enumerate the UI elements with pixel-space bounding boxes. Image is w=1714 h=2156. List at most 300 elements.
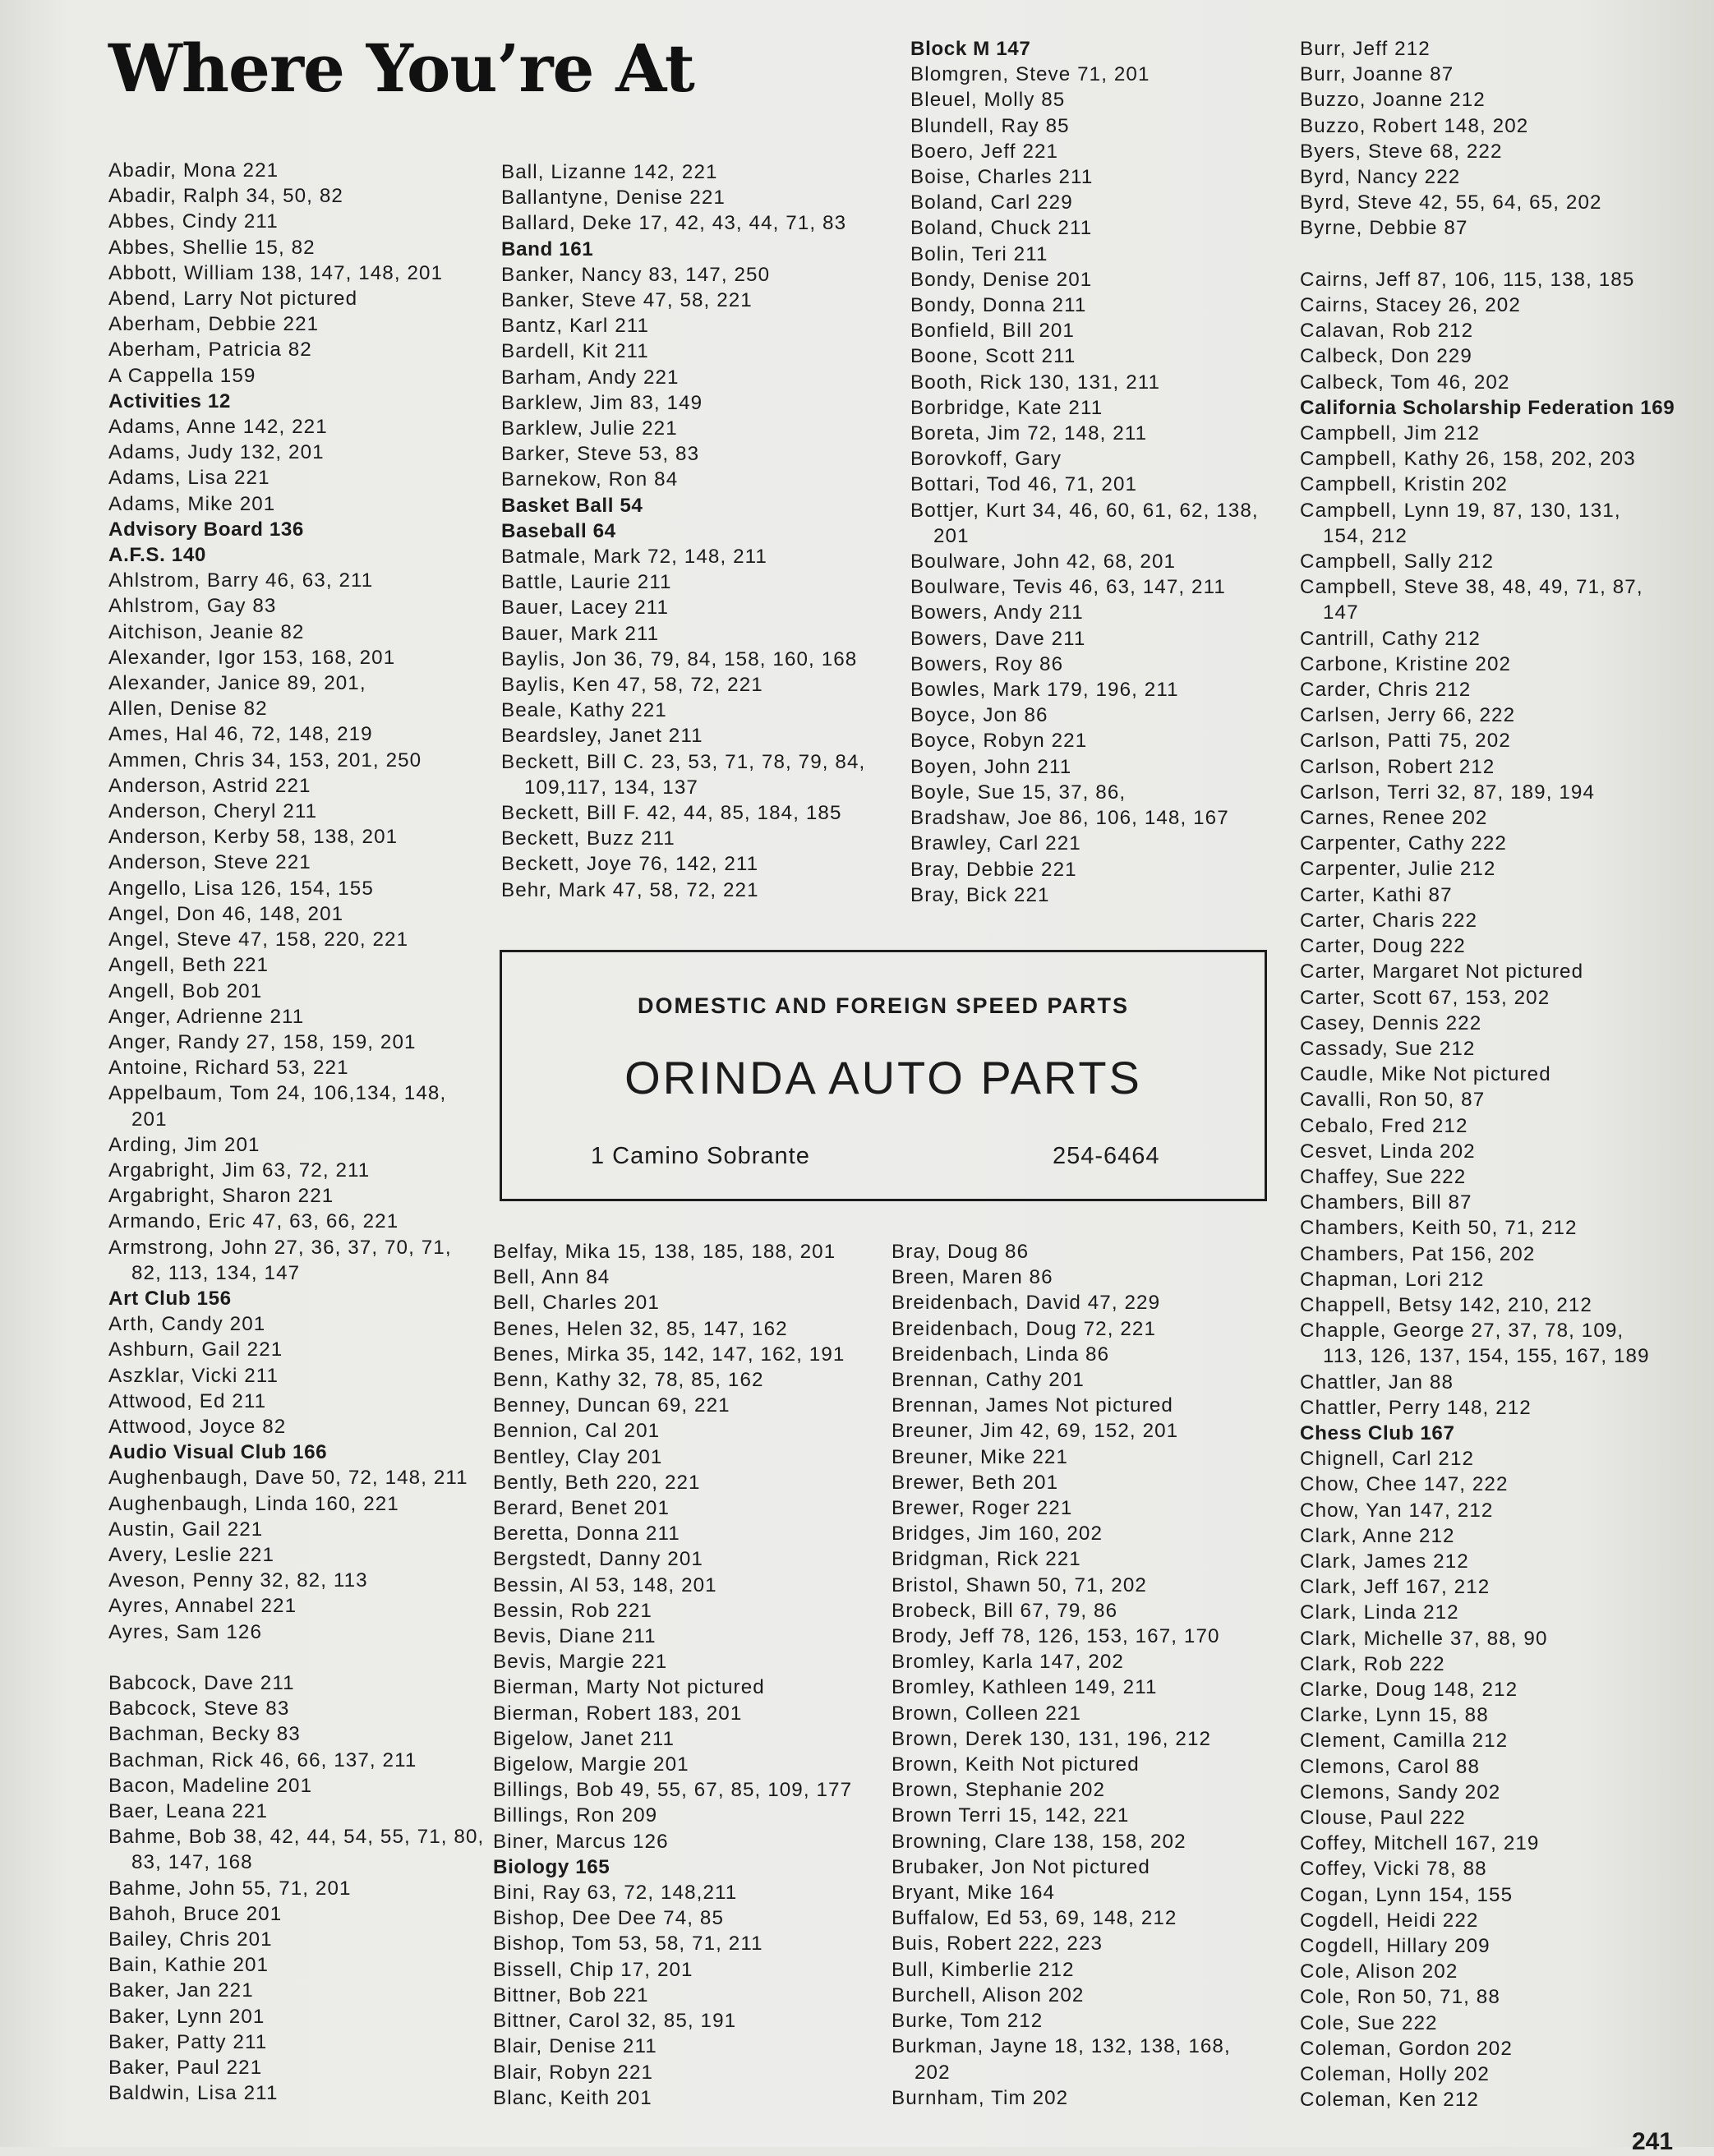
- index-entry: Cassady, Sue 212: [1300, 1037, 1476, 1060]
- index-entry: Anderson, Astrid 221: [108, 774, 311, 797]
- index-entry: Boyle, Sue 15, 37, 86,: [910, 781, 1127, 804]
- index-entry: Angell, Bob 201: [108, 979, 263, 1002]
- index-entry: Carter, Doug 222: [1300, 935, 1466, 958]
- index-entry: Bissell, Chip 17, 201: [493, 1958, 693, 1981]
- index-entry: Ahlstrom, Barry 46, 63, 211: [108, 569, 374, 592]
- index-entry: Brown, Keith Not pictured: [892, 1753, 1140, 1776]
- index-entry: Baldwin, Lisa 211: [108, 2082, 279, 2105]
- index-entry: Aughenbaugh, Dave 50, 72, 148, 211: [108, 1467, 468, 1490]
- index-entry: Brown, Stephanie 202: [892, 1779, 1106, 1802]
- index-entry: Coleman, Ken 212: [1300, 2089, 1479, 2112]
- index-entry: Boise, Charles 211: [910, 166, 1094, 189]
- index-entry: Benney, Duncan 69, 221: [493, 1394, 730, 1417]
- index-entry: Clouse, Paul 222: [1300, 1807, 1466, 1829]
- index-entry: Clark, Linda 212: [1300, 1601, 1459, 1624]
- index-entry: Brennan, Cathy 201: [892, 1369, 1085, 1392]
- index-entry: Anderson, Steve 221: [108, 851, 311, 874]
- index-entry: Brody, Jeff 78, 126, 153, 167, 170: [892, 1625, 1220, 1648]
- index-entry-continuation: 82, 113, 134, 147: [131, 1261, 301, 1284]
- index-entry: Bevis, Margie 221: [493, 1651, 668, 1674]
- index-column-4: [1300, 36, 1702, 2112]
- index-entry: Berard, Benet 201: [493, 1497, 670, 1520]
- index-entry: Bauer, Mark 211: [501, 622, 660, 645]
- index-entry: Boyce, Jon 86: [910, 704, 1048, 727]
- index-entry: Bristol, Shawn 50, 71, 202: [892, 1573, 1147, 1596]
- page-number: 241: [1632, 2128, 1674, 2155]
- index-entry: Cole, Sue 222: [1300, 2011, 1438, 2034]
- index-entry: Cairns, Stacey 26, 202: [1300, 294, 1521, 317]
- index-heading-entry: Advisory Board 136: [108, 518, 304, 541]
- index-entry: Clark, Anne 212: [1300, 1524, 1455, 1547]
- index-entry: Buzzo, Joanne 212: [1300, 89, 1486, 112]
- index-entry: Bonfield, Bill 201: [910, 320, 1075, 343]
- index-entry: Booth, Rick 130, 131, 211: [910, 371, 1161, 394]
- index-entry: Carlson, Patti 75, 202: [1300, 730, 1511, 753]
- index-entry: Burkman, Jayne 18, 132, 138, 168,: [892, 2035, 1231, 2058]
- index-entry: Bell, Ann 84: [493, 1266, 610, 1289]
- index-entry: Brown, Colleen 221: [892, 1702, 1081, 1725]
- index-entry: Boyce, Robyn 221: [910, 730, 1088, 753]
- index-entry: Bahme, Bob 38, 42, 44, 54, 55, 71, 80,: [108, 1826, 485, 1849]
- index-entry: Campbell, Kathy 26, 158, 202, 203: [1300, 448, 1636, 471]
- index-entry: Breidenbach, Linda 86: [892, 1343, 1110, 1366]
- index-entry: Blomgren, Steve 71, 201: [910, 63, 1150, 86]
- index-entry: Avery, Leslie 221: [108, 1543, 275, 1566]
- index-entry: Byrd, Steve 42, 55, 64, 65, 202: [1300, 191, 1602, 214]
- index-entry: Aberham, Patricia 82: [108, 339, 312, 362]
- index-entry: Bantz, Karl 211: [501, 315, 650, 338]
- index-entry: Cole, Ron 50, 71, 88: [1300, 1986, 1500, 2009]
- index-entry: Carlsen, Jerry 66, 222: [1300, 704, 1516, 727]
- index-entry: Buzzo, Robert 148, 202: [1300, 114, 1529, 137]
- index-entry: Borovkoff, Gary: [910, 448, 1062, 471]
- index-entry: Arding, Jim 201: [108, 1133, 260, 1156]
- index-heading-entry: Chess Club 167: [1300, 1421, 1455, 1444]
- ad-address: 1 Camino Sobrante: [591, 1143, 810, 1169]
- index-entry: Appelbaum, Tom 24, 106,134, 148,: [108, 1082, 447, 1105]
- index-entry: Argabright, Sharon 221: [108, 1185, 334, 1208]
- index-entry: Boero, Jeff 221: [910, 140, 1059, 163]
- index-entry: Coleman, Holly 202: [1300, 2063, 1490, 2086]
- index-entry: Attwood, Joyce 82: [108, 1415, 287, 1438]
- index-entry: Carlson, Robert 212: [1300, 755, 1495, 778]
- index-entry: Banker, Steve 47, 58, 221: [501, 289, 753, 312]
- index-entry: Byers, Steve 68, 222: [1300, 140, 1503, 163]
- index-entry: Bardell, Kit 211: [501, 340, 649, 363]
- index-entry: Campbell, Sally 212: [1300, 551, 1495, 574]
- index-entry: Chappell, Betsy 142, 210, 212: [1300, 1293, 1592, 1316]
- index-entry: Cesvet, Linda 202: [1300, 1140, 1476, 1163]
- index-entry: Chattler, Perry 148, 212: [1300, 1396, 1532, 1419]
- index-entry: Ashburn, Gail 221: [108, 1338, 283, 1361]
- ad-tagline: DOMESTIC AND FOREIGN SPEED PARTS: [637, 993, 1130, 1018]
- index-entry: Baker, Lynn 201: [108, 2005, 265, 2028]
- index-entry: Ballard, Deke 17, 42, 43, 44, 71, 83: [501, 212, 847, 235]
- index-entry: Clemons, Carol 88: [1300, 1755, 1481, 1778]
- index-entry: Borbridge, Kate 211: [910, 396, 1104, 419]
- index-entry: Baker, Patty 211: [108, 2030, 268, 2053]
- index-entry: A Cappella 159: [108, 364, 256, 387]
- index-entry: Chow, Chee 147, 222: [1300, 1473, 1509, 1496]
- index-entry: Carder, Chris 212: [1300, 679, 1472, 702]
- index-entry: Cavalli, Ron 50, 87: [1300, 1089, 1486, 1112]
- index-entry: Baker, Paul 221: [108, 2057, 263, 2080]
- index-entry: Brown Terri 15, 142, 221: [892, 1804, 1130, 1827]
- index-entry: Bierman, Robert 183, 201: [493, 1702, 743, 1725]
- index-entry: Bahme, John 55, 71, 201: [108, 1877, 352, 1900]
- index-heading-entry: Art Club 156: [108, 1287, 232, 1310]
- index-entry: Campbell, Steve 38, 48, 49, 71, 87,: [1300, 576, 1643, 599]
- index-entry: Carter, Scott 67, 153, 202: [1300, 986, 1550, 1009]
- index-entry: Armando, Eric 47, 63, 66, 221: [108, 1210, 399, 1233]
- index-entry: Blair, Robyn 221: [493, 2061, 654, 2084]
- index-entry: Carter, Charis 222: [1300, 909, 1478, 932]
- index-entry: Byrd, Nancy 222: [1300, 166, 1461, 189]
- index-entry: Banker, Nancy 83, 147, 250: [501, 263, 771, 286]
- index-heading-entry: Baseball 64: [501, 519, 616, 542]
- index-entry: Carter, Kathi 87: [1300, 883, 1453, 906]
- index-entry: Ayres, Sam 126: [108, 1620, 263, 1643]
- index-entry: Barham, Andy 221: [501, 366, 680, 389]
- index-entry: Benes, Helen 32, 85, 147, 162: [493, 1317, 788, 1340]
- index-entry: Boulware, John 42, 68, 201: [910, 551, 1177, 574]
- index-entry: Bessin, Rob 221: [493, 1599, 652, 1622]
- index-entry: Breuner, Mike 221: [892, 1445, 1068, 1468]
- index-entry: Babcock, Steve 83: [108, 1698, 290, 1721]
- index-entry: Abend, Larry Not pictured: [108, 288, 358, 311]
- index-entry: Belfay, Mika 15, 138, 185, 188, 201: [493, 1241, 836, 1263]
- index-entry: Carbone, Kristine 202: [1300, 652, 1512, 675]
- index-entry: Clement, Camilla 212: [1300, 1730, 1509, 1753]
- index-entry: Buffalow, Ed 53, 69, 148, 212: [892, 1907, 1177, 1930]
- index-entry: Anger, Adrienne 211: [108, 1005, 305, 1028]
- index-entry: Chaffey, Sue 222: [1300, 1165, 1467, 1188]
- index-entry: Bull, Kimberlie 212: [892, 1958, 1075, 1981]
- index-entry: Ayres, Annabel 221: [108, 1595, 297, 1618]
- index-entry: Bachman, Becky 83: [108, 1723, 301, 1746]
- index-entry: Bachman, Rick 46, 66, 137, 211: [108, 1748, 417, 1771]
- index-entry: Caudle, Mike Not pictured: [1300, 1063, 1551, 1086]
- index-entry: Adams, Mike 201: [108, 492, 276, 515]
- index-entry: Clark, James 212: [1300, 1550, 1469, 1573]
- index-entry: Baker, Jan 221: [108, 1979, 254, 2002]
- index-entry: Carnes, Renee 202: [1300, 807, 1488, 830]
- index-entry: Cogan, Lynn 154, 155: [1300, 1883, 1514, 1906]
- index-entry: Billings, Bob 49, 55, 67, 85, 109, 177: [493, 1779, 853, 1802]
- index-entry: Burchell, Alison 202: [892, 1983, 1085, 2006]
- index-entry: Austin, Gail 221: [108, 1518, 264, 1541]
- index-entry: Babcock, Dave 211: [108, 1671, 295, 1694]
- page-title: Where You’re At: [108, 30, 694, 107]
- index-entry: Blundell, Ray 85: [910, 114, 1070, 137]
- index-entry: Beckett, Joye 76, 142, 211: [501, 853, 759, 876]
- index-heading-entry: A.F.S. 140: [108, 544, 206, 567]
- index-entry: Aszklar, Vicki 211: [108, 1364, 279, 1387]
- index-heading-entry: California Scholarship Federation 169: [1300, 396, 1675, 419]
- index-entry: Ballantyne, Denise 221: [501, 187, 726, 210]
- index-entry-continuation: 113, 126, 137, 154, 155, 167, 189: [1323, 1345, 1650, 1368]
- index-entry: Beretta, Donna 211: [493, 1523, 680, 1546]
- index-entry: Cantrill, Cathy 212: [1300, 627, 1481, 650]
- index-entry-continuation: 109,117, 134, 137: [524, 776, 698, 799]
- index-entry: Casey, Dennis 222: [1300, 1011, 1482, 1034]
- index-entry: Angel, Steve 47, 158, 220, 221: [108, 928, 409, 951]
- section-gap: [1300, 242, 1702, 267]
- index-entry: Billings, Ron 209: [493, 1804, 658, 1827]
- index-heading-entry: Audio Visual Club 166: [108, 1441, 328, 1464]
- index-entry: Cogdell, Heidi 222: [1300, 1909, 1479, 1932]
- index-entry: Batmale, Mark 72, 148, 211: [501, 546, 767, 569]
- index-entry: Bromley, Karla 147, 202: [892, 1651, 1124, 1674]
- index-entry: Benn, Kathy 32, 78, 85, 162: [493, 1369, 764, 1392]
- index-entry: Anderson, Cheryl 211: [108, 800, 318, 823]
- index-entry: Ball, Lizanne 142, 221: [501, 161, 718, 183]
- index-entry: Boulware, Tevis 46, 63, 147, 211: [910, 576, 1226, 599]
- index-entry: Bromley, Kathleen 149, 211: [892, 1676, 1158, 1699]
- index-entry: Bittner, Carol 32, 85, 191: [493, 2010, 737, 2033]
- index-entry: Chambers, Pat 156, 202: [1300, 1242, 1536, 1265]
- index-entry: Burnham, Tim 202: [892, 2086, 1069, 2109]
- index-entry: Brown, Derek 130, 131, 196, 212: [892, 1727, 1212, 1750]
- index-entry: Chow, Yan 147, 212: [1300, 1499, 1494, 1522]
- index-entry: Byrne, Debbie 87: [1300, 217, 1468, 240]
- index-entry: Beale, Kathy 221: [501, 699, 667, 722]
- index-entry: Chapple, George 27, 37, 78, 109,: [1300, 1320, 1624, 1343]
- index-entry: Boyen, John 211: [910, 755, 1072, 778]
- index-entry: Ames, Hal 46, 72, 148, 219: [108, 723, 373, 746]
- index-entry: Adams, Judy 132, 201: [108, 441, 325, 464]
- index-entry-continuation: 202: [915, 2061, 951, 2084]
- index-entry: Bailey, Chris 201: [108, 1928, 273, 1951]
- index-entry: Arth, Candy 201: [108, 1313, 266, 1336]
- index-entry-continuation: 154, 212: [1323, 524, 1408, 547]
- index-entry: Bigelow, Janet 211: [493, 1727, 675, 1750]
- index-entry: Bowers, Roy 86: [910, 652, 1064, 675]
- index-entry: Bennion, Cal 201: [493, 1420, 661, 1443]
- index-entry: Clemons, Sandy 202: [1300, 1781, 1501, 1804]
- index-entry: Bessin, Al 53, 148, 201: [493, 1573, 717, 1596]
- index-entry: Clark, Michelle 37, 88, 90: [1300, 1627, 1548, 1650]
- index-entry: Bittner, Bob 221: [493, 1983, 649, 2006]
- index-entry: Browning, Clare 138, 158, 202: [892, 1830, 1186, 1853]
- index-entry-continuation: 83, 147, 168: [131, 1851, 253, 1874]
- index-entry: Bierman, Marty Not pictured: [493, 1676, 765, 1699]
- index-heading-entry: Band 161: [501, 237, 594, 260]
- index-entry: Cebalo, Fred 212: [1300, 1114, 1468, 1137]
- index-entry: Breen, Maren 86: [892, 1266, 1053, 1289]
- index-entry: Barnekow, Ron 84: [501, 468, 679, 491]
- index-entry: Allen, Denise 82: [108, 698, 268, 721]
- index-entry: Bottjer, Kurt 34, 46, 60, 61, 62, 138,: [910, 499, 1259, 522]
- index-entry: Buis, Robert 222, 223: [892, 1933, 1104, 1956]
- index-heading-entry: Biology 165: [493, 1855, 610, 1878]
- index-entry: Brawley, Carl 221: [910, 832, 1081, 855]
- index-entry: Bergstedt, Danny 201: [493, 1548, 703, 1571]
- index-entry: Bowers, Andy 211: [910, 601, 1084, 624]
- index-entry: Bowers, Dave 211: [910, 627, 1086, 650]
- index-heading-entry: Block M 147: [910, 38, 1031, 60]
- index-entry: Behr, Mark 47, 58, 72, 221: [501, 878, 759, 901]
- index-entry: Abadir, Ralph 34, 50, 82: [108, 185, 343, 208]
- index-entry: Blanc, Keith 201: [493, 2086, 652, 2109]
- index-entry: Calbeck, Don 229: [1300, 345, 1472, 368]
- index-entry: Aberham, Debbie 221: [108, 313, 320, 336]
- index-entry: Abbott, William 138, 147, 148, 201: [108, 261, 444, 284]
- index-entry: Beckett, Buzz 211: [501, 827, 675, 850]
- index-entry: Beckett, Bill F. 42, 44, 85, 184, 185: [501, 802, 842, 825]
- index-entry: Bray, Bick 221: [910, 883, 1050, 906]
- index-entry: Cole, Alison 202: [1300, 1960, 1458, 1983]
- index-entry: Coleman, Gordon 202: [1300, 2037, 1513, 2060]
- index-entry: Alexander, Janice 89, 201,: [108, 672, 366, 695]
- index-entry: Chignell, Carl 212: [1300, 1448, 1475, 1471]
- index-entry: Brewer, Beth 201: [892, 1471, 1059, 1494]
- index-entry: Antoine, Richard 53, 221: [108, 1057, 349, 1080]
- advertisement-box: [500, 950, 1267, 1201]
- index-entry: Carpenter, Julie 212: [1300, 858, 1496, 881]
- index-entry: Cairns, Jeff 87, 106, 115, 138, 185: [1300, 268, 1635, 291]
- index-entry: Clarke, Lynn 15, 88: [1300, 1704, 1489, 1727]
- index-entry: Argabright, Jim 63, 72, 211: [108, 1159, 371, 1182]
- index-column-2: [501, 159, 904, 903]
- index-entry: Aveson, Penny 32, 82, 113: [108, 1569, 368, 1592]
- index-entry: Bottari, Tod 46, 71, 201: [910, 473, 1138, 496]
- index-entry: Calavan, Rob 212: [1300, 320, 1474, 343]
- index-entry: Burr, Joanne 87: [1300, 63, 1454, 86]
- index-entry: Bray, Debbie 221: [910, 858, 1077, 881]
- index-entry: Burr, Jeff 212: [1300, 38, 1431, 60]
- index-entry: Carpenter, Cathy 222: [1300, 832, 1507, 855]
- index-entry: Boone, Scott 211: [910, 345, 1076, 368]
- index-entry: Abadir, Mona 221: [108, 159, 279, 182]
- index-entry: Chapman, Lori 212: [1300, 1268, 1485, 1291]
- index-entry: Baylis, Jon 36, 79, 84, 158, 160, 168: [501, 647, 858, 670]
- index-entry: Boland, Chuck 211: [910, 217, 1093, 240]
- index-entry: Breidenbach, Doug 72, 221: [892, 1317, 1157, 1340]
- index-entry: Baer, Leana 221: [108, 1799, 269, 1822]
- index-entry: Angel, Don 46, 148, 201: [108, 902, 344, 925]
- index-heading-entry: Activities 12: [108, 389, 231, 412]
- index-entry: Bradshaw, Joe 86, 106, 148, 167: [910, 807, 1229, 830]
- index-entry: Attwood, Ed 211: [108, 1389, 267, 1412]
- index-entry: Bleuel, Molly 85: [910, 89, 1066, 112]
- index-entry: Bondy, Denise 201: [910, 268, 1093, 291]
- index-entry: Abbes, Shellie 15, 82: [108, 236, 316, 259]
- index-entry: Bently, Beth 220, 221: [493, 1471, 701, 1494]
- index-entry: Brewer, Roger 221: [892, 1497, 1073, 1520]
- index-column-5: [493, 1239, 896, 2111]
- index-entry: Bondy, Donna 211: [910, 294, 1087, 317]
- index-entry: Breuner, Jim 42, 69, 152, 201: [892, 1420, 1179, 1443]
- index-entry: Bowles, Mark 179, 196, 211: [910, 679, 1179, 702]
- index-entry: Bahoh, Bruce 201: [108, 1902, 283, 1925]
- index-entry: Abbes, Cindy 211: [108, 210, 279, 233]
- index-entry: Benes, Mirka 35, 142, 147, 162, 191: [493, 1343, 845, 1366]
- index-entry: Aitchison, Jeanie 82: [108, 620, 305, 643]
- index-entry: Bain, Kathie 201: [108, 1954, 270, 1977]
- index-entry: Barker, Steve 53, 83: [501, 443, 700, 466]
- index-entry: Biner, Marcus 126: [493, 1830, 669, 1853]
- index-entry: Bridges, Jim 160, 202: [892, 1523, 1104, 1546]
- index-entry: Anger, Randy 27, 158, 159, 201: [108, 1030, 417, 1053]
- index-entry: Bryant, Mike 164: [892, 1882, 1056, 1905]
- index-entry: Chattler, Jan 88: [1300, 1371, 1454, 1394]
- index-entry: Clark, Rob 222: [1300, 1652, 1445, 1675]
- index-entry: Ammen, Chris 34, 153, 201, 250: [108, 749, 422, 772]
- index-entry: Bishop, Dee Dee 74, 85: [493, 1907, 725, 1930]
- index-entry: Bevis, Diane 211: [493, 1625, 657, 1648]
- index-entry: Bacon, Madeline 201: [108, 1774, 313, 1797]
- index-entry: Blair, Denise 211: [493, 2035, 657, 2058]
- index-column-3: [910, 36, 1313, 908]
- index-entry: Bridgman, Rick 221: [892, 1548, 1081, 1571]
- index-entry: Clarke, Doug 148, 212: [1300, 1678, 1518, 1701]
- index-entry: Brubaker, Jon Not pictured: [892, 1855, 1150, 1878]
- index-entry: Bigelow, Margie 201: [493, 1753, 689, 1776]
- index-entry: Aughenbaugh, Linda 160, 221: [108, 1492, 399, 1515]
- index-entry: Bentley, Clay 201: [493, 1445, 663, 1468]
- index-entry: Bray, Doug 86: [892, 1241, 1030, 1263]
- index-entry: Armstrong, John 27, 36, 37, 70, 71,: [108, 1236, 452, 1259]
- section-gap: [108, 1645, 511, 1670]
- index-entry: Adams, Anne 142, 221: [108, 416, 328, 439]
- index-entry: Carter, Margaret Not pictured: [1300, 961, 1584, 984]
- index-entry: Adams, Lisa 221: [108, 467, 270, 490]
- index-entry: Boreta, Jim 72, 148, 211: [910, 422, 1148, 445]
- index-entry: Burke, Tom 212: [892, 2010, 1044, 2033]
- ad-business-name: ORINDA AUTO PARTS: [624, 1052, 1142, 1103]
- index-entry: Chambers, Bill 87: [1300, 1191, 1472, 1214]
- index-entry: Campbell, Jim 212: [1300, 422, 1481, 445]
- index-entry: Ahlstrom, Gay 83: [108, 595, 277, 618]
- index-entry: Brobeck, Bill 67, 79, 86: [892, 1599, 1118, 1622]
- index-entry: Coffey, Mitchell 167, 219: [1300, 1832, 1540, 1855]
- index-entry: Bolin, Teri 211: [910, 242, 1048, 265]
- index-entry: Cogdell, Hillary 209: [1300, 1935, 1491, 1958]
- index-entry: Beardsley, Janet 211: [501, 725, 703, 748]
- index-entry: Alexander, Igor 153, 168, 201: [108, 646, 396, 669]
- index-entry: Campbell, Lynn 19, 87, 130, 131,: [1300, 499, 1621, 522]
- index-column-6: [892, 1239, 1294, 2111]
- index-entry-continuation: 201: [933, 524, 970, 547]
- index-entry: Anderson, Kerby 58, 138, 201: [108, 826, 399, 849]
- ad-phone: 254-6464: [1053, 1143, 1160, 1169]
- index-entry: Brennan, James Not pictured: [892, 1394, 1173, 1417]
- index-entry: Campbell, Kristin 202: [1300, 473, 1508, 496]
- index-entry: Chambers, Keith 50, 71, 212: [1300, 1217, 1578, 1240]
- index-entry: Boland, Carl 229: [910, 191, 1073, 214]
- index-entry: Beckett, Bill C. 23, 53, 71, 78, 79, 84,: [501, 750, 866, 773]
- index-entry: Bauer, Lacey 211: [501, 597, 670, 620]
- index-entry: Clark, Jeff 167, 212: [1300, 1576, 1491, 1599]
- index-entry: Bishop, Tom 53, 58, 71, 211: [493, 1933, 763, 1956]
- index-entry: Angello, Lisa 126, 154, 155: [108, 877, 374, 900]
- index-entry-continuation: 147: [1323, 601, 1359, 624]
- index-entry: Breidenbach, David 47, 229: [892, 1292, 1161, 1315]
- index-entry: Angell, Beth 221: [108, 954, 270, 977]
- index-entry: Bini, Ray 63, 72, 148,211: [493, 1882, 738, 1905]
- index-entry: Coffey, Vicki 78, 88: [1300, 1858, 1487, 1881]
- index-entry: Calbeck, Tom 46, 202: [1300, 371, 1510, 394]
- index-column-1: [108, 158, 511, 2106]
- index-entry: Barklew, Jim 83, 149: [501, 391, 703, 414]
- index-entry-continuation: 201: [131, 1108, 168, 1131]
- index-entry: Bell, Charles 201: [493, 1292, 660, 1315]
- index-heading-entry: Basket Ball 54: [501, 494, 643, 517]
- index-entry: Carlson, Terri 32, 87, 189, 194: [1300, 781, 1596, 804]
- index-entry: Baylis, Ken 47, 58, 72, 221: [501, 674, 763, 697]
- index-entry: Barklew, Julie 221: [501, 417, 678, 440]
